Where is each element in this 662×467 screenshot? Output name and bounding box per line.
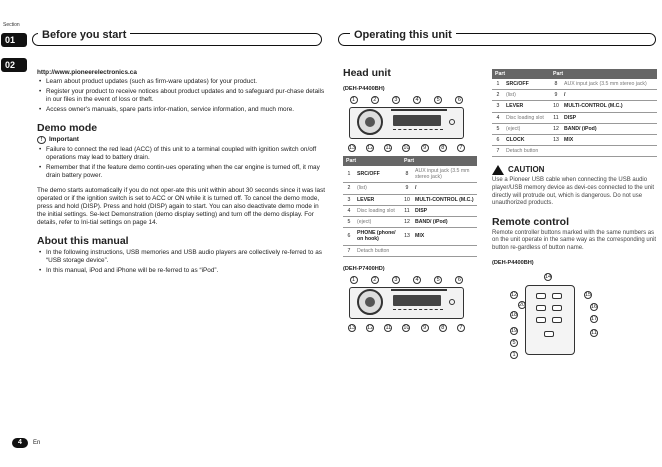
remote-body [525,285,575,355]
section-label: Section [3,22,20,28]
head-unit-column [343,69,477,336]
remote-button [552,305,562,311]
callout: 13 [349,324,356,331]
list-item: • Remember that if the feature demo contin-ues operating when the car engine is turned off, it may drain battery power. [37,164,327,180]
callout: 14 [544,273,552,280]
table-row: 1 SRC/OFF 8 AUX input jack (3.5 mm stereo jack) [492,79,657,90]
callout: 15 [584,291,592,298]
pioneer-url-link[interactable]: http://www.pioneerelectronics.ca [37,69,137,76]
remote-button [552,317,562,323]
table-row: 7 Detach button [492,146,657,157]
page-footer [12,438,40,448]
callouts-bottom [343,144,470,152]
about-manual-heading: About this manual [37,235,129,247]
list-item: • Access owner's manuals, spare parts infor-mation, service information, and much more. [37,106,327,114]
callout: 3 [392,96,400,104]
callout: 1 [510,351,518,359]
demo-paragraph: The demo starts automatically if you do not oper-ate this unit within about 30 seconds since it was last operated or if the ignition switch is set to ACC or ON while it is turned off. To cancel the demo mode, press and hold (DISP). Press and hold (DISP) again to start. You can also deactivate demo mode in the initial settings. Se-lect Demonstration (demo display setting) and turn off the demo display. For details, refer to Ini-tial settings on page 14. [37,187,326,226]
callout: 5 [510,339,518,347]
callout: 2 [371,276,379,284]
remote-model-label: (DEH-P4400BH) [492,259,534,266]
head-unit-illustration [343,95,470,152]
table-header: Part [401,156,477,166]
callout: 5 [434,96,442,104]
head-unit-heading: Head unit [343,67,391,79]
callout: 9 [421,144,429,152]
caution-heading [492,165,657,175]
multi-control-knob-icon [357,109,383,135]
remote-control-text: Remote controller buttons marked with the same numbers as on the unit operate in the same way as the corresponding unit button re-gardless of button name. [492,229,657,251]
callout: 19 [510,327,518,334]
callout: 7 [457,144,465,152]
disc-slot [391,289,447,291]
caution-label: CAUTION [508,165,545,175]
callout: 1 [350,276,358,284]
table-row: 7 Detach button [343,245,477,256]
remote-button [544,331,554,337]
callout: 1 [350,96,358,104]
callout: 16 [590,303,598,310]
remote-button [536,293,546,299]
table-row: 3 LEVER 10 MULTI-CONTROL (M.C.) [492,101,657,112]
unit-display [393,295,441,306]
left-column [37,69,327,277]
callout: 4 [413,276,421,284]
list-item: • Register your product to receive notices about product updates and to safeguard pur-chase details in our files in the event of loss or theft. [37,88,327,104]
demo-mode-heading: Demo mode [37,122,98,134]
demo-bullet-list [37,146,327,180]
table-header: Part [492,69,550,79]
list-item: • In the following instructions, USB memories and USB audio players are collectively re-ferred to as “USB storage device”. [37,249,327,265]
disc-slot [391,109,447,111]
callout: 4 [413,96,421,104]
callouts-top [343,96,470,104]
table-row: 1 SRC/OFF 8 AUX input jack (3.5 mm stereo jack) [343,166,477,183]
important-note [37,136,327,144]
callout: 6 [455,96,463,104]
callout: 9 [421,324,429,332]
callouts-top [343,276,470,284]
callout: 8 [439,324,447,332]
aux-jack-icon [449,299,455,305]
callout: 6 [455,276,463,284]
unit-buttons [393,309,443,313]
unit-buttons [393,129,443,133]
callout: 12 [367,324,374,331]
right-column [492,69,657,369]
url-bullet-list [37,78,327,114]
table-header: Part [550,69,657,79]
callout: 20 [518,301,526,308]
table-row: 4 Disc loading slot 11 DISP [343,205,477,216]
table-row: 5 (eject) 12 BAND/ (iPod) [343,217,477,228]
remote-button [536,317,546,323]
table-row: 6 PHONE (phone/ on hook) 13 MIX [343,228,477,245]
remote-button [552,293,562,299]
list-item: • In this manual, iPod and iPhone will be re-ferred to as “iPod”. [37,267,327,275]
callout: 3 [392,276,400,284]
important-label: Important [49,136,79,143]
callout: 13 [349,145,356,151]
callout: 18 [510,311,518,318]
multi-control-knob-icon [357,289,383,315]
table-row: 6 CLOCK 13 MIX [492,135,657,146]
callout: 8 [439,144,447,152]
table-row: 4 Disc loading slot 11 DISP [492,112,657,123]
unit-display [393,115,441,126]
left-page-title: Before you start [38,29,130,41]
callout: 10 [403,145,410,151]
head-unit-parts-table [343,156,477,257]
language-code: En [33,440,41,446]
callout: 5 [434,276,442,284]
list-item: • Learn about product updates (such as firm-ware updates) for your product. [37,78,327,86]
about-bullet-list [37,249,327,275]
callout: 17 [590,315,598,322]
important-icon: ! [37,136,46,144]
callout: 11 [385,145,392,151]
remote-control-heading: Remote control [492,215,570,228]
table-row: 5 (eject) 12 BAND/ (iPod) [492,123,657,134]
callout: 2 [371,96,379,104]
model-label-2: (DEH-P7400HD) [343,265,385,272]
section-tab-01[interactable]: 01 [1,33,27,47]
aux-jack-icon [449,119,455,125]
callout: 7 [457,324,465,332]
callout: 11 [385,324,392,331]
callout: 11 [591,329,597,336]
caution-text: Use a Pioneer USB cable when connecting the USB audio player/USB memory device as devi-ces connected to the unit directly will protrude out, which is dangerous. Do not use unauthorized products. [492,177,655,207]
table-row: 2 (list) 9 / [492,90,657,101]
callout: 10 [403,324,410,331]
table-row: 2 (list) 9 / [343,183,477,194]
section-tab-02[interactable]: 02 [1,58,27,72]
model-label: (DEH-P4400BH) [343,86,385,92]
warning-triangle-icon [492,165,504,175]
callout: 12 [367,145,374,151]
table-row: 3 LEVER 10 MULTI-CONTROL (M.C.) [343,194,477,205]
list-item: • Failure to connect the red lead (ACC) of this unit to a terminal coupled with ignition switch on/off operations may lead to battery drain. [37,146,327,162]
remote-control-illustration [492,271,622,369]
remote-button [536,305,546,311]
head-unit-illustration-2 [343,275,470,332]
callout: 12 [510,291,518,298]
callouts-bottom [343,324,470,332]
table-header: Part [343,156,401,166]
right-page-title: Operating this unit [350,29,456,41]
parts-table-2 [492,69,657,157]
page-number: 4 [12,438,28,448]
